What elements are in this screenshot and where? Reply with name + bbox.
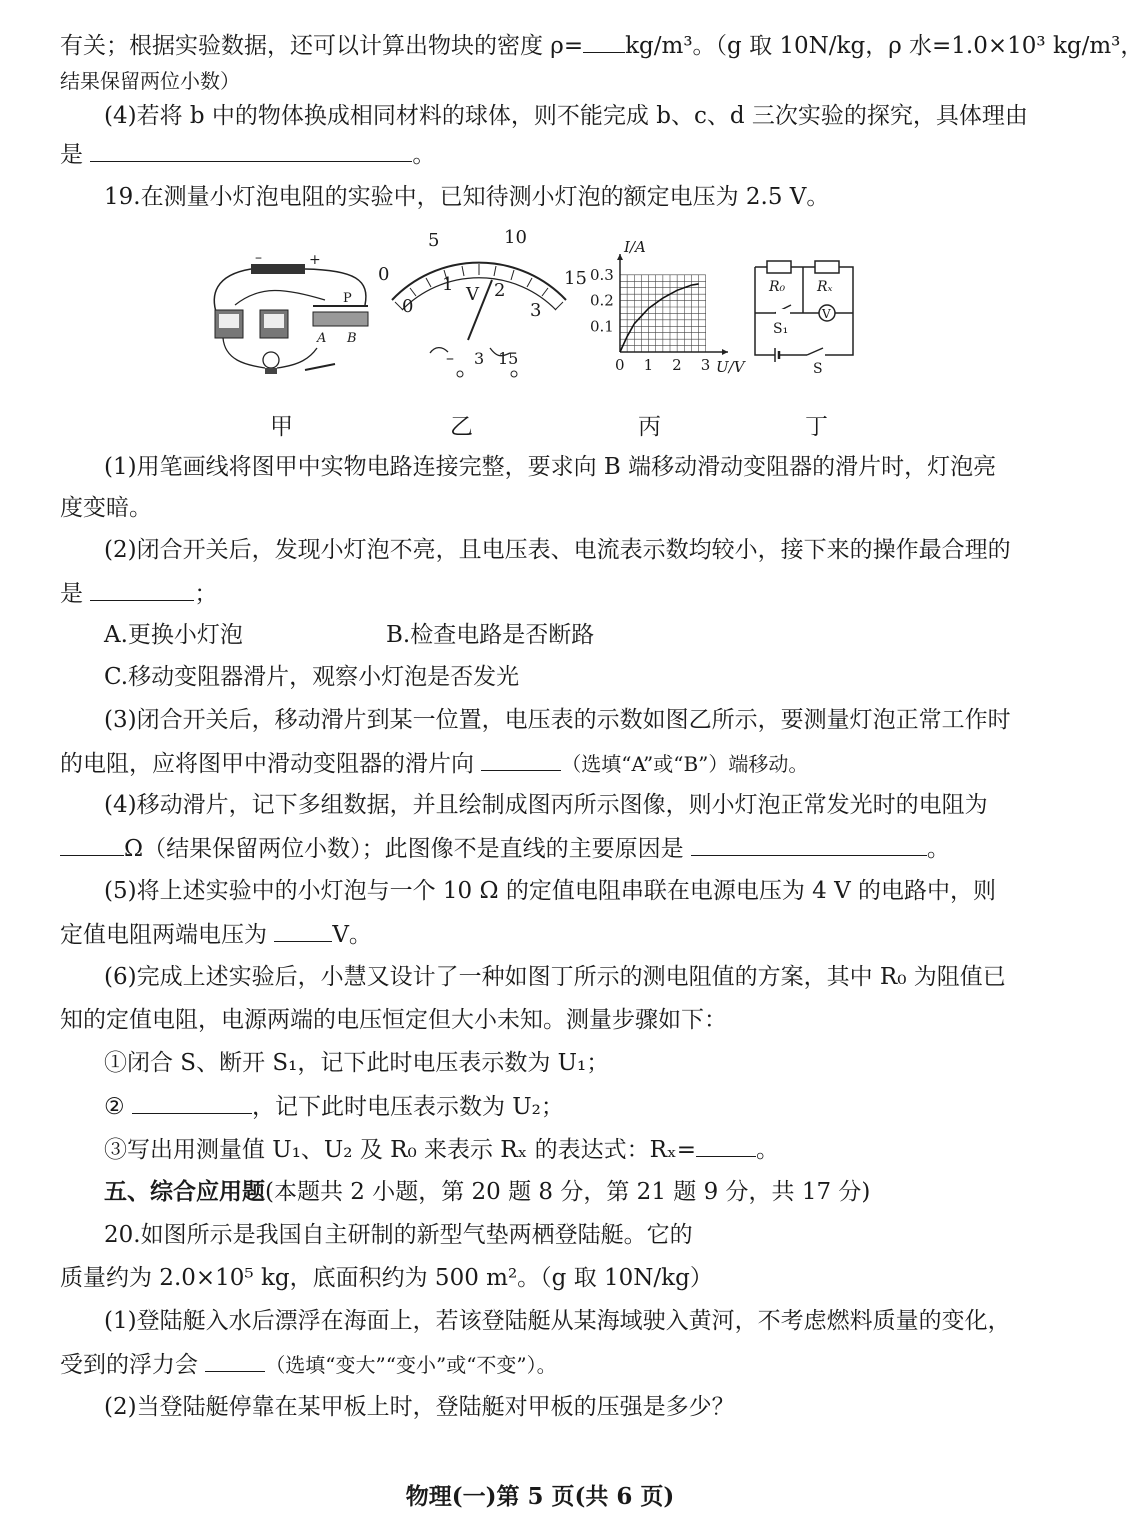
y-tick-label: 0.2 — [590, 291, 614, 310]
answer-blank[interactable] — [132, 1091, 252, 1114]
step-2: ② ，记下此时电压表示数为 U₂； — [104, 1091, 564, 1122]
text-line: (4)移动滑片，记下多组数据，并且绘制成图丙所示图像，则小灯泡正常发光时的电阻为 — [104, 792, 988, 818]
answer-blank[interactable] — [696, 1134, 756, 1157]
figure-bing-chart — [588, 238, 745, 385]
slider-p-label: P — [343, 291, 352, 306]
caption-jia: 甲 — [270, 414, 293, 440]
text-line: (1)登陆艇入水后漂浮在海面上，若该登陆艇从某海域驶入黄河，不考虑燃料质量的变化， — [104, 1308, 1011, 1334]
option-b: B.检查电路是否断路 — [386, 622, 595, 648]
scale-top-15: 15 — [564, 268, 587, 289]
text-line: 知的定值电阻，电源两端的电压恒定但大小未知。测量步骤如下： — [60, 1007, 727, 1033]
s1-label: S₁ — [773, 321, 789, 337]
text-line: 是 。 — [60, 139, 435, 170]
y-tick-label: 0.1 — [590, 317, 614, 336]
scale-top-10: 10 — [504, 227, 527, 248]
scale-top-5: 5 — [428, 230, 440, 251]
terminal-15: 15 — [498, 349, 519, 368]
option-c: C.移动变阻器滑片，观察小灯泡是否发光 — [104, 664, 520, 690]
x-axis-label: U/V — [716, 358, 745, 376]
r0-label: R₀ — [769, 279, 786, 295]
x-axis-arrow — [722, 349, 728, 355]
answer-blank[interactable] — [60, 833, 124, 856]
answer-blank[interactable] — [691, 833, 927, 856]
answer-blank[interactable] — [274, 919, 332, 942]
text-line: (5)将上述实验中的小灯泡与一个 10 Ω 的定值电阻串联在电源电压为 4 V 的电路中，则 — [104, 878, 997, 904]
figure-jia-circuit — [205, 250, 380, 380]
answer-blank[interactable] — [481, 748, 561, 771]
terminal-b-label: B — [347, 331, 357, 346]
caption-bing: 丙 — [638, 414, 661, 440]
unit-v-label: V — [466, 284, 479, 305]
y-axis-arrow — [617, 254, 623, 260]
scale-bottom-2: 2 — [494, 280, 506, 301]
text-line: 有关；根据实验数据，还可以计算出物块的密度 ρ= kg/m³。（g 取 10N/kg，ρ 水=1.0×10³ kg/m³， — [60, 30, 1143, 61]
question-19: 19.在测量小灯泡电阻的实验中，已知待测小灯泡的额定电压为 2.5 V。 — [104, 184, 830, 210]
text-line: 定值电阻两端电压为 V。 — [60, 919, 372, 950]
text-line: (3)闭合开关后，移动滑片到某一位置，电压表的示数如图乙所示，要测量灯泡正常工作时 — [104, 707, 1011, 733]
answer-blank[interactable] — [90, 139, 412, 162]
y-axis-label: I/A — [624, 238, 646, 256]
terminal-minus: – — [446, 348, 454, 367]
step-1: ①闭合 S、断开 S₁，记下此时电压表示数为 U₁； — [104, 1050, 610, 1076]
text-line: (2)闭合开关后，发现小灯泡不亮，且电压表、电流表示数均较小，接下来的操作最合理的 — [104, 537, 1011, 563]
text-line: 结果保留两位小数） — [60, 69, 240, 93]
battery-plus-label: + — [309, 252, 321, 268]
switch-icon — [305, 364, 335, 370]
figure-yi-voltmeter — [370, 228, 590, 388]
scale-bottom-1: 1 — [442, 274, 454, 295]
text-line: 是 ； — [60, 578, 217, 609]
s-label: S — [813, 361, 823, 377]
text-line: 质量约为 2.0×10⁵ kg，底面积约为 500 m²。（g 取 10N/kg） — [60, 1265, 713, 1291]
bulb-icon — [263, 352, 279, 368]
text-line: (6)完成上述实验后，小慧又设计了一种如图丁所示的测电阻值的方案，其中 R₀ 为阻值已 — [104, 964, 1006, 990]
rx-label: Rₓ — [817, 279, 833, 295]
scale-bottom-0: 0 — [402, 296, 414, 317]
section-heading: 五、综合应用题(本题共 2 小题，第 20 题 8 分，第 21 题 9 分，共 17 分) — [104, 1178, 871, 1205]
page-footer: 物理(一)第 5 页(共 6 页) — [405, 1483, 675, 1510]
step-3: ③写出用测量值 U₁、U₂ 及 R₀ 来表示 Rₓ 的表达式：Rₓ= 。 — [104, 1134, 779, 1165]
x-tick-label: 1 — [643, 356, 654, 374]
text-line: 受到的浮力会 （选填“变大”“变小”或“不变”）。 — [60, 1349, 557, 1380]
answer-blank[interactable] — [583, 30, 625, 53]
option-a: A.更换小灯泡 — [104, 622, 243, 648]
scale-bottom-3: 3 — [530, 300, 542, 321]
text-line: (1)用笔画线将图甲中实物电路连接完整，要求向 B 端移动滑动变阻器的滑片时，灯泡亮 — [104, 454, 997, 480]
terminal-a-label: A — [317, 331, 327, 346]
resistor-rx-icon — [815, 261, 839, 273]
answer-blank[interactable] — [205, 1349, 265, 1372]
caption-ding: 丁 — [805, 414, 828, 440]
text-line: (4)若将 b 中的物体换成相同材料的球体，则不能完成 b、c、d 三次实验的探究，具体理由 — [104, 103, 1028, 129]
rheostat-icon — [313, 312, 368, 326]
voltmeter-label: V — [822, 307, 831, 321]
scale-top-0: 0 — [378, 264, 390, 285]
y-tick-label: 0.3 — [590, 265, 614, 284]
text-line: 度变暗。 — [60, 495, 152, 521]
caption-yi: 乙 — [450, 414, 473, 440]
answer-blank[interactable] — [90, 578, 194, 601]
x-tick-label: 3 — [700, 356, 711, 374]
x-tick-label: 0 — [615, 356, 625, 374]
question-20: 20.如图所示是我国自主研制的新型气垫两栖登陆艇。它的 — [104, 1222, 693, 1248]
x-tick-label: 2 — [672, 356, 682, 374]
terminal-3: 3 — [474, 349, 485, 368]
text-line: Ω（结果保留两位小数）；此图像不是直线的主要原因是 。 — [60, 833, 950, 864]
resistor-r0-icon — [767, 261, 791, 273]
text-line: 的电阻，应将图甲中滑动变阻器的滑片向 （选填“A”或“B”）端移动。 — [60, 748, 808, 779]
figure-ding-circuit — [745, 255, 860, 375]
switch-s-icon — [807, 348, 823, 355]
battery-minus-label: – — [255, 250, 262, 266]
text-line: (2)当登陆艇停靠在某甲板上时，登陆艇对甲板的压强是多少？ — [104, 1394, 735, 1420]
